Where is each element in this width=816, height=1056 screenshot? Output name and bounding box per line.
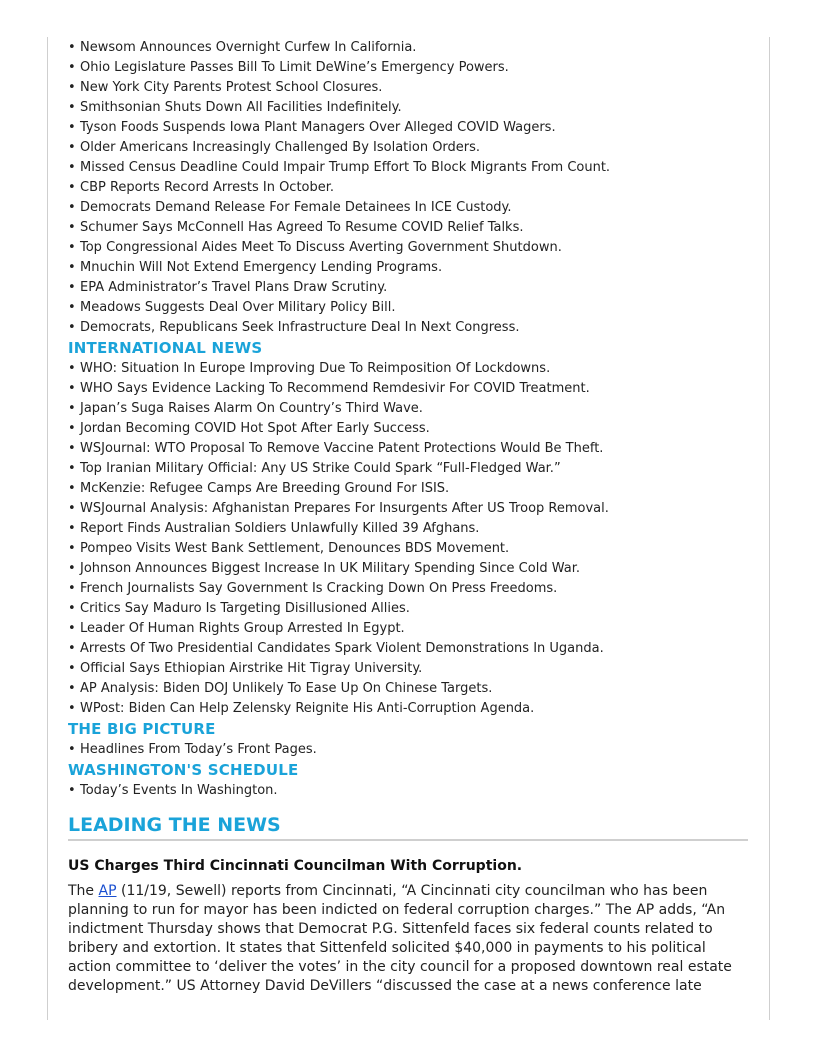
headline-link[interactable] (68, 519, 748, 539)
headline-link[interactable] (68, 781, 748, 801)
headline-link[interactable] (68, 278, 748, 298)
bullet-icon: • (68, 180, 76, 195)
headline-text[interactable]: WSJournal Analysis: Afghanistan Prepares For Insurgents After US Troop Removal. (80, 501, 609, 516)
bullet-icon: • (68, 260, 76, 275)
headline-text[interactable]: WPost: Biden Can Help Zelensky Reignite His Anti-Corruption Agenda. (80, 701, 535, 716)
headline-link[interactable] (68, 579, 748, 599)
headline-text[interactable]: Critics Say Maduro Is Targeting Disillusioned Allies. (80, 601, 410, 616)
headline-link[interactable] (68, 118, 748, 138)
bullet-icon: • (68, 621, 76, 636)
headline-text[interactable]: Ohio Legislature Passes Bill To Limit DeWine’s Emergency Powers. (80, 60, 509, 75)
headline-link[interactable] (68, 158, 748, 178)
headline-text[interactable]: Leader Of Human Rights Group Arrested In Egypt. (80, 621, 405, 636)
headline-link[interactable] (68, 679, 748, 699)
headline-link[interactable] (68, 98, 748, 118)
headline-link[interactable] (68, 439, 748, 459)
story-body-lead: The (68, 883, 99, 899)
bullet-icon: • (68, 280, 76, 295)
bullet-icon: • (68, 60, 76, 75)
bullet-icon: • (68, 501, 76, 516)
headline-text[interactable]: New York City Parents Protest School Closures. (80, 80, 383, 95)
headline-link[interactable] (68, 539, 748, 559)
bullet-icon: • (68, 240, 76, 255)
headline-link[interactable] (68, 499, 748, 519)
headline-link[interactable] (68, 78, 748, 98)
headline-text[interactable]: Report Finds Australian Soldiers Unlawfully Killed 39 Afghans. (80, 521, 480, 536)
bullet-icon: • (68, 661, 76, 676)
bullet-icon: • (68, 641, 76, 656)
headline-link[interactable] (68, 699, 748, 719)
headline-text[interactable]: EPA Administrator’s Travel Plans Draw Scrutiny. (80, 280, 388, 295)
story-body (68, 882, 748, 996)
bullet-icon: • (68, 561, 76, 576)
bullet-icon: • (68, 140, 76, 155)
headline-link[interactable] (68, 178, 748, 198)
headline-text[interactable]: WHO: Situation In Europe Improving Due To Reimposition Of Lockdowns. (80, 361, 551, 376)
headline-text[interactable]: Top Iranian Military Official: Any US Strike Could Spark “Full-Fledged War.” (80, 461, 561, 476)
bullet-icon: • (68, 461, 76, 476)
headline-link[interactable] (68, 459, 748, 479)
headline-text[interactable]: WSJournal: WTO Proposal To Remove Vaccine Patent Protections Would Be Theft. (80, 441, 604, 456)
bullet-icon: • (68, 783, 76, 798)
bullet-icon: • (68, 401, 76, 416)
bullet-icon: • (68, 421, 76, 436)
headline-text[interactable]: French Journalists Say Government Is Cracking Down On Press Freedoms. (80, 581, 558, 596)
bullet-icon: • (68, 300, 76, 315)
headline-text[interactable]: Newsom Announces Overnight Curfew In California. (80, 40, 417, 55)
story-body-text: (11/19, Sewell) reports from Cincinnati, “A Cincinnati city councilman who has been planning to run for mayor has been indicted on federal corruption charges.” The AP adds, “An indictment Thursday shows that Democrat P.G. Sittenfeld faces six federal counts related to bribery and extortion. It states that Sittenfeld solicited $40,000 in payments to his political action committee to ‘deliver the votes’ in the city council for a proposed downtown real estate development.” US Attorney David DeVillers “discussed the case at a news conference late (68, 883, 732, 994)
big-picture-list (68, 740, 748, 760)
headline-text[interactable]: AP Analysis: Biden DOJ Unlikely To Ease Up On Chinese Targets. (80, 681, 493, 696)
headline-text[interactable]: Official Says Ethiopian Airstrike Hit Tigray University. (80, 661, 423, 676)
story-title: US Charges Third Cincinnati Councilman With Corruption. (68, 858, 523, 874)
washington-schedule-heading: WASHINGTON'S SCHEDULE (68, 761, 299, 779)
headline-link[interactable] (68, 399, 748, 419)
headline-link[interactable] (68, 619, 748, 639)
bullet-icon: • (68, 40, 76, 55)
bullet-icon: • (68, 100, 76, 115)
headline-link[interactable] (68, 238, 748, 258)
headline-link[interactable] (68, 298, 748, 318)
headline-link[interactable] (68, 559, 748, 579)
bullet-icon: • (68, 441, 76, 456)
bullet-icon: • (68, 521, 76, 536)
headline-text[interactable]: Arrests Of Two Presidential Candidates Spark Violent Demonstrations In Uganda. (80, 641, 604, 656)
us-news-list (68, 38, 748, 338)
leading-the-news-heading: LEADING THE NEWS (68, 812, 748, 841)
international-news-list (68, 359, 748, 719)
international-news-heading: INTERNATIONAL NEWS (68, 339, 263, 357)
headline-text[interactable]: Schumer Says McConnell Has Agreed To Resume COVID Relief Talks. (80, 220, 524, 235)
headline-text[interactable]: Tyson Foods Suspends Iowa Plant Managers Over Alleged COVID Wagers. (80, 120, 556, 135)
headline-link[interactable] (68, 379, 748, 399)
headline-link[interactable] (68, 58, 748, 78)
headline-text[interactable]: Democrats Demand Release For Female Detainees In ICE Custody. (80, 200, 512, 215)
bullet-icon: • (68, 200, 76, 215)
headline-text[interactable]: Today’s Events In Washington. (80, 783, 278, 798)
bullet-icon: • (68, 601, 76, 616)
headline-link[interactable] (68, 599, 748, 619)
bullet-icon: • (68, 481, 76, 496)
headline-text[interactable]: McKenzie: Refugee Camps Are Breeding Ground For ISIS. (80, 481, 450, 496)
big-picture-heading: THE BIG PICTURE (68, 720, 216, 738)
headline-link[interactable] (68, 318, 748, 338)
newsletter-content (68, 38, 748, 996)
bullet-icon: • (68, 581, 76, 596)
headline-link[interactable] (68, 218, 748, 238)
headline-text[interactable]: Democrats, Republicans Seek Infrastructure Deal In Next Congress. (80, 320, 520, 335)
headline-text[interactable]: Missed Census Deadline Could Impair Trump Effort To Block Migrants From Count. (80, 160, 611, 175)
headline-link[interactable] (68, 198, 748, 218)
headline-text[interactable]: Meadows Suggests Deal Over Military Policy Bill. (80, 300, 396, 315)
headline-text[interactable]: Older Americans Increasingly Challenged By Isolation Orders. (80, 140, 481, 155)
headline-link[interactable] (68, 419, 748, 439)
headline-text[interactable]: Japan’s Suga Raises Alarm On Country’s Third Wave. (80, 401, 423, 416)
headline-link[interactable] (68, 479, 748, 499)
headline-link[interactable] (68, 740, 748, 760)
washington-schedule-list (68, 781, 748, 801)
headline-text[interactable]: Mnuchin Will Not Extend Emergency Lending Programs. (80, 260, 443, 275)
headline-link[interactable] (68, 659, 748, 679)
headline-text[interactable]: Top Congressional Aides Meet To Discuss Averting Government Shutdown. (80, 240, 562, 255)
headline-link[interactable] (68, 38, 748, 58)
bullet-icon: • (68, 80, 76, 95)
headline-text[interactable]: Smithsonian Shuts Down All Facilities Indefinitely. (80, 100, 402, 115)
headline-link[interactable] (68, 138, 748, 158)
bullet-icon: • (68, 701, 76, 716)
headline-text[interactable]: Johnson Announces Biggest Increase In UK Military Spending Since Cold War. (80, 561, 580, 576)
headline-text[interactable]: Pompeo Visits West Bank Settlement, Denounces BDS Movement. (80, 541, 510, 556)
bullet-icon: • (68, 320, 76, 335)
bullet-icon: • (68, 220, 76, 235)
headline-text[interactable]: WHO Says Evidence Lacking To Recommend Remdesivir For COVID Treatment. (80, 381, 590, 396)
headline-link[interactable] (68, 359, 748, 379)
headline-text[interactable]: CBP Reports Record Arrests In October. (80, 180, 335, 195)
bullet-icon: • (68, 742, 76, 757)
bullet-icon: • (68, 120, 76, 135)
bullet-icon: • (68, 361, 76, 376)
bullet-icon: • (68, 681, 76, 696)
headline-text[interactable]: Headlines From Today’s Front Pages. (80, 742, 317, 757)
bullet-icon: • (68, 541, 76, 556)
ap-source-link[interactable]: AP (98, 883, 117, 899)
headline-link[interactable] (68, 639, 748, 659)
bullet-icon: • (68, 160, 76, 175)
headline-link[interactable] (68, 258, 748, 278)
headline-text[interactable]: Jordan Becoming COVID Hot Spot After Early Success. (80, 421, 430, 436)
bullet-icon: • (68, 381, 76, 396)
